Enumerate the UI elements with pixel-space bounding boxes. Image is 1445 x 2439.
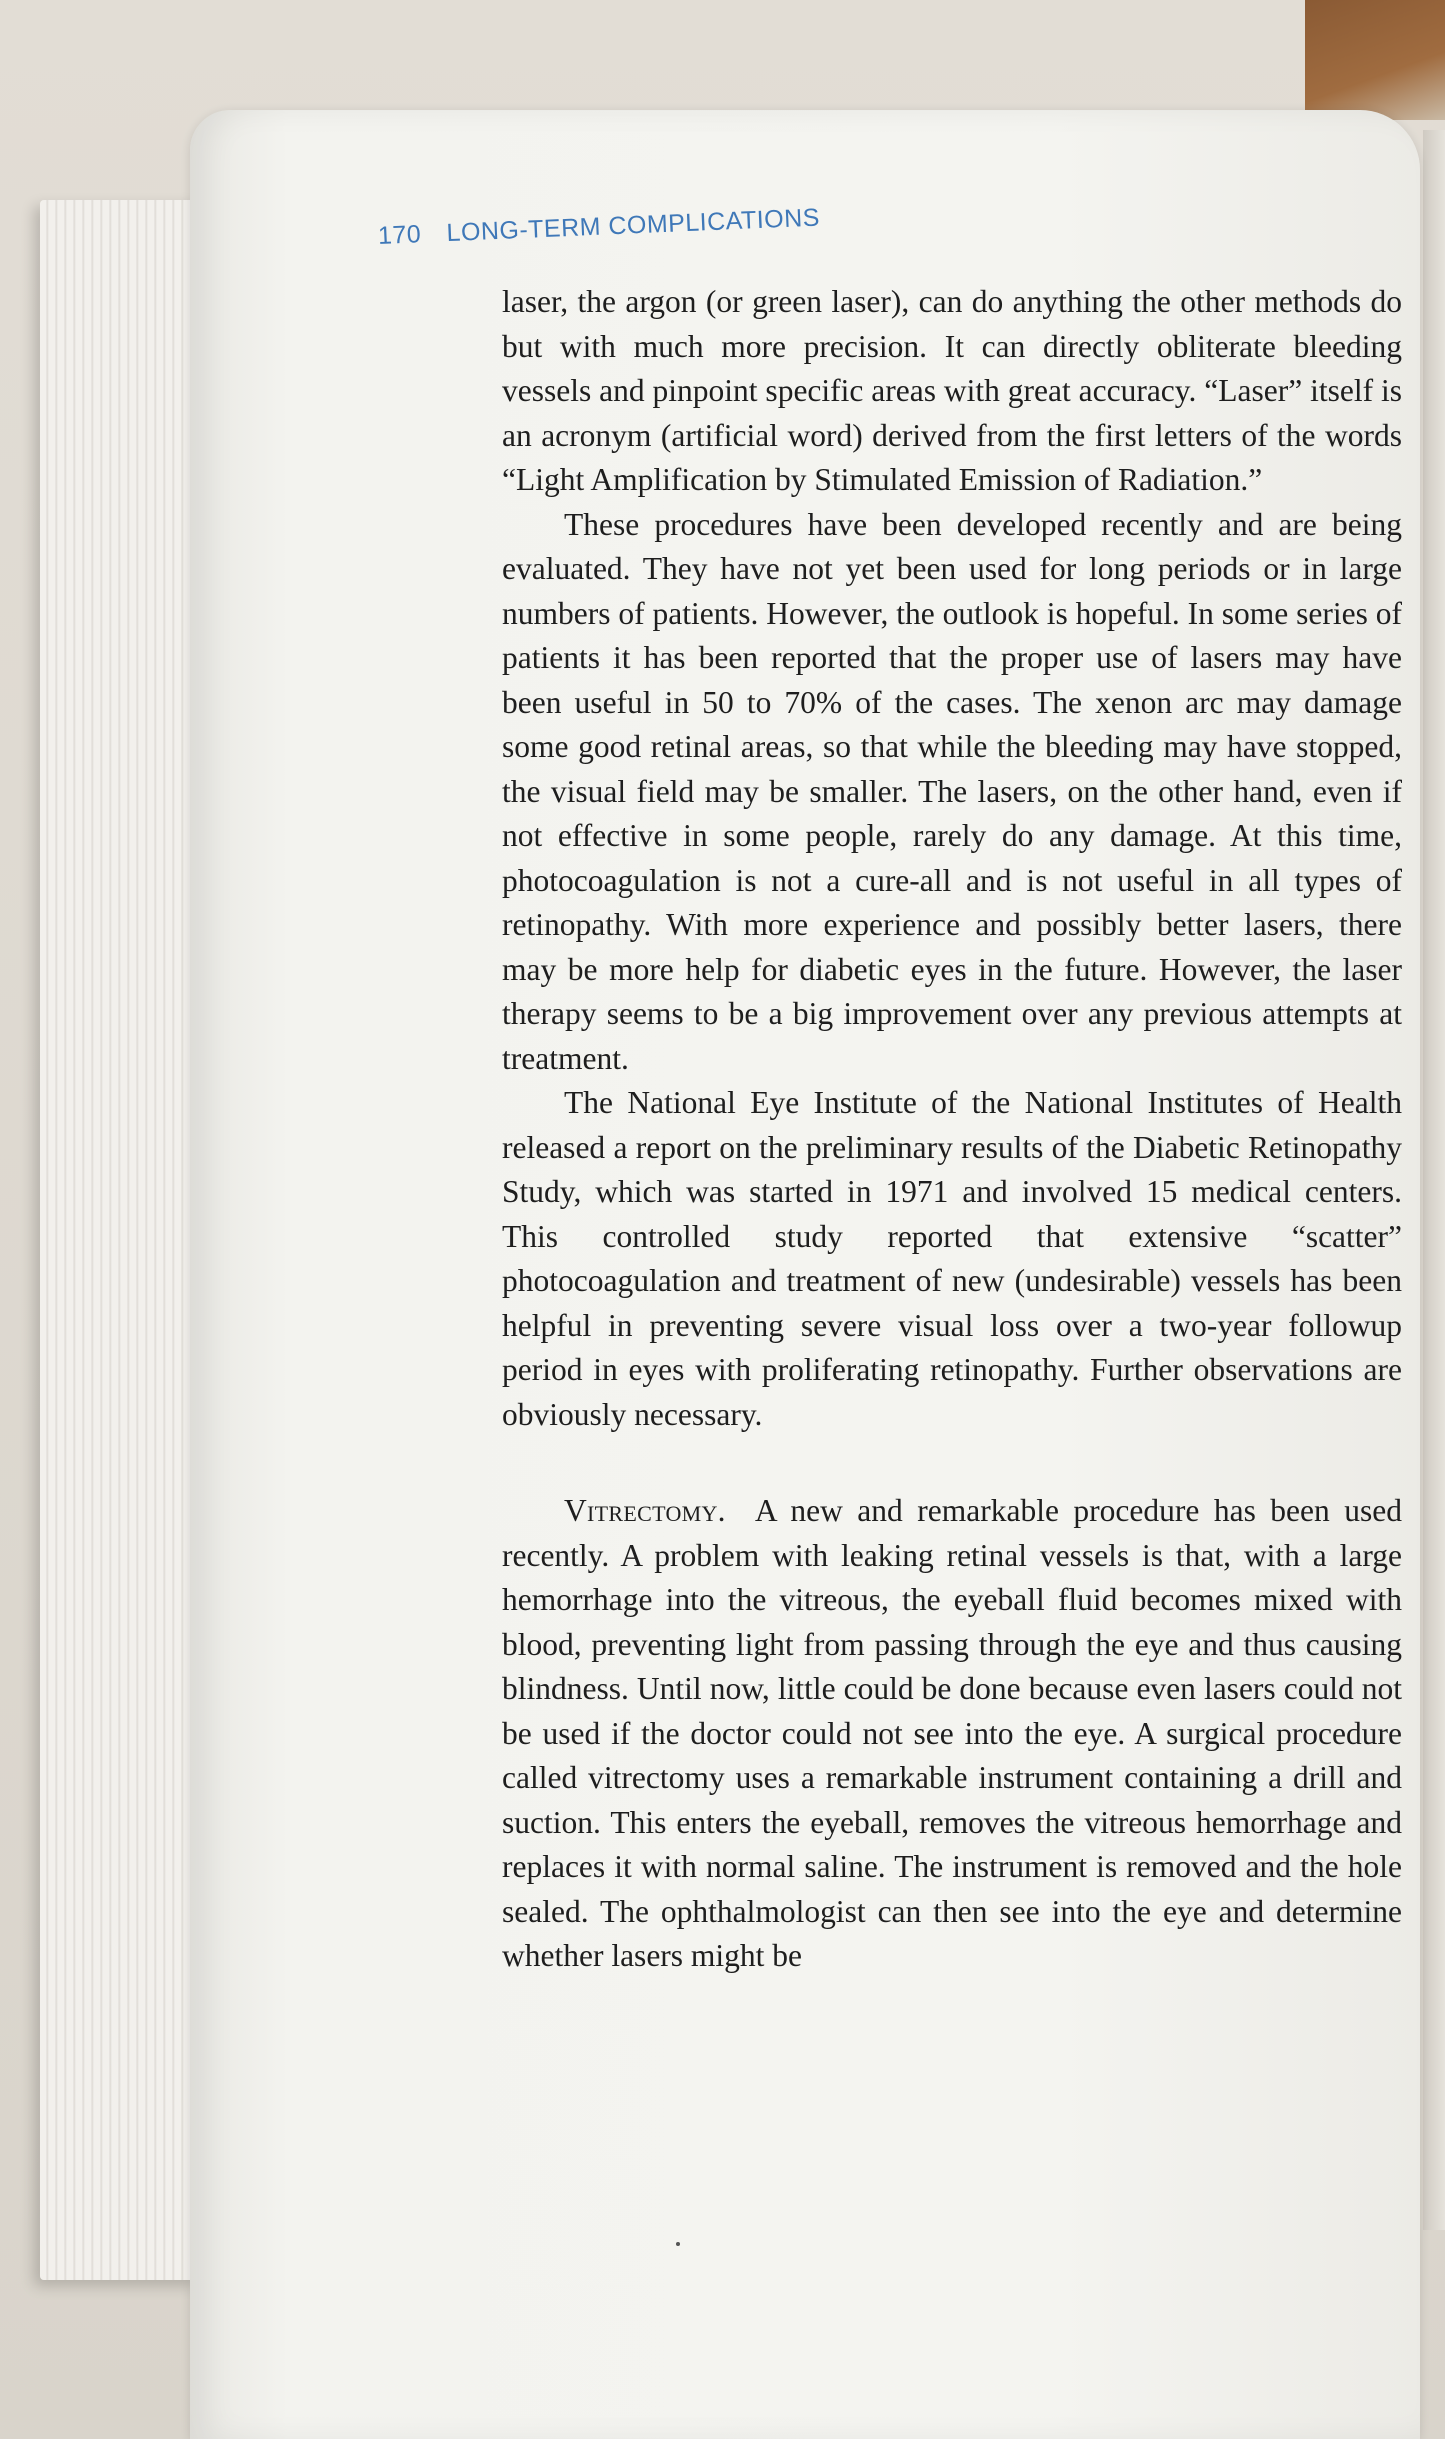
page-number: 170: [377, 220, 422, 250]
section-text: A new and remarkable procedure has been used recently. A problem with leaking retinal vessels is that, with a large hemorrhage into the vitreous, the eyeball fluid becomes mixed with blood, preventing light from passing through the eye and thus causing blindness. Until now, little could be done because even lasers could not be used if the doctor could not see into the eye. A surgical procedure called vitrectomy uses a remarkable instrument containing a drill and suction. This enters the eyeball, removes the vitreous hemorrhage and replaces it with normal saline. The instrument is removed and the hole sealed. The ophthalmologist can then see into the eye and determine whether lasers might be: [502, 1493, 1403, 1973]
page-speck: [676, 2242, 680, 2246]
paragraph-laser: laser, the argon (or green laser), can do anything the other methods do but with much more precision. It can directly obliterate bleeding vessels and pinpoint specific areas with great accuracy. “Laser” itself is an acronym (artificial word) derived from the first letters of the words “Light Amplification by Stimulated Emission of Radiation.”: [502, 284, 1402, 497]
paragraph-procedures: These procedures have been developed recently and are being evaluated. They have not yet been used for long periods or in large numbers of patients. However, the outlook is hopeful. In some series of patients it has been reported that the proper use of lasers may have been useful in 50 to 70% of the cases. The xenon arc may damage some good retinal areas, so that while the bleeding may have stopped, the visual field may be smaller. The lasers, on the other hand, even if not effective in some people, rarely do any damage. At this time, photocoagulation is not a cure-all and is not useful in all types of retinopathy. With more experience and possibly better lasers, there may be more help for diabetic eyes in the future. However, the laser therapy seems to be a big improvement over any previous attempts at treatment.: [502, 506, 1402, 1076]
facing-page-edge: [1423, 130, 1445, 2230]
page-stack-edge: [40, 200, 200, 2280]
table-edge: [1305, 0, 1445, 120]
paragraph-eye-institute: The National Eye Institute of the National Institutes of Health released a report on the preliminary results of the Diabetic Retinopathy Study, which was started in 1971 and involved 15 medical centers. This controlled study reported that extensive “scatter” photocoagulation and treatment of new (undesirable) vessels has been helpful in preventing severe visual loss over a two-year followup period in eyes with proliferating retinopathy. Further observations are obviously necessary.: [502, 1085, 1402, 1432]
section-heading: Vitrectomy.: [564, 1493, 726, 1528]
page-body: [502, 280, 1402, 1979]
chapter-title: LONG-TERM COMPLICATIONS: [446, 203, 821, 248]
section-vitrectomy: [502, 1489, 1402, 1979]
